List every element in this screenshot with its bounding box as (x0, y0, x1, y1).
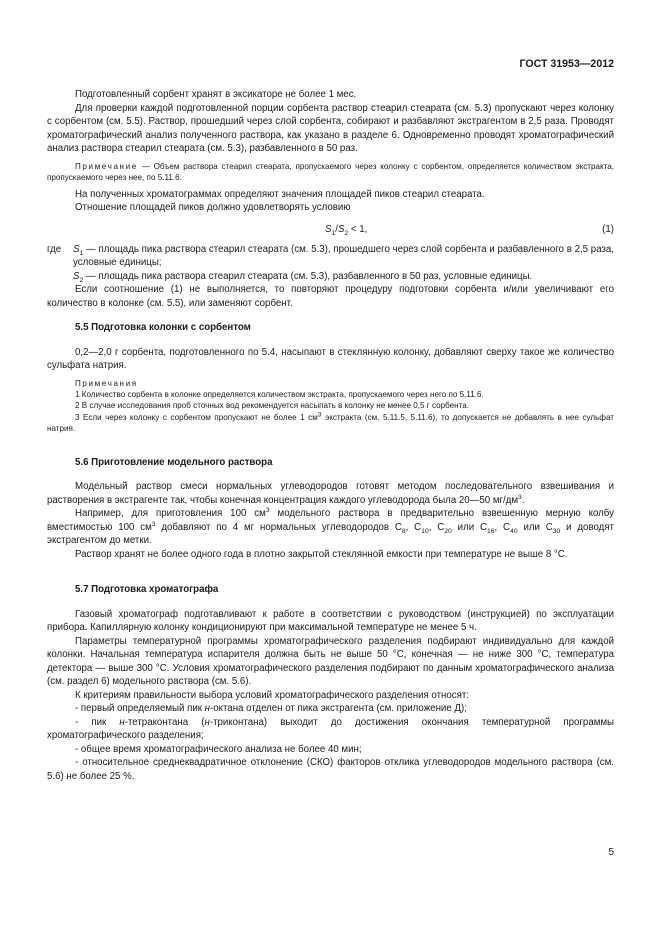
paragraph: Отношение площадей пиков должно удовлетворять условию (75, 202, 351, 214)
paragraph: Если соотношение (1) не выполняется, то повторяют процедуру подготовки сорбента и/или увеличивают его количество в колонке (см. 5.5), или заменяют сорбент. (47, 284, 614, 309)
italic-text: н (119, 716, 125, 728)
italic-text: н (204, 716, 210, 728)
page-number: 5 (608, 847, 614, 858)
paragraph: 0,2—2,0 г сорбента, подготовленного по 5.4, насыпают в стеклянную колонку, добавляют сверху такое же количество сульфата натрия. (47, 346, 614, 372)
subscript: 20 (444, 527, 452, 535)
text: и доводят экстрагентом до метки. (47, 521, 614, 547)
note-text: экстракта (см. 5.11.5, 5.11.6), то допускается не добавлять в нее сульфат натрия. (47, 412, 614, 433)
formula-var: S (325, 223, 332, 235)
paragraph: Раствор хранят не более одного года в плотно закрытой стеклянной емкости при температуре не выше 8 °С. (75, 548, 568, 560)
paragraph (47, 507, 614, 548)
where-s1-text: — площадь пика раствора стеарил стеарата (см. 5.3), прошедшего через слой сорбента и разбавленного в 2,5 раза, условные единицы; (73, 243, 614, 269)
note (47, 161, 614, 183)
var-sub: 2 (79, 276, 84, 284)
subscript: 16 (486, 527, 495, 535)
paragraph: Газовый хроматограф подготавливают к работе в соответствии с руководством (инструкцией) по эксплуатации прибора. Капиллярную колонку кондиционируют при максимальной температуре не менее 5 ч. (47, 608, 614, 634)
formula-expression (325, 223, 367, 237)
notes-title: Примечания (75, 378, 138, 388)
paragraph: Подготовленный сорбент хранят в эксикаторе не более 1 мес. (75, 89, 357, 100)
text: - первый определяемый пик (75, 703, 205, 715)
paragraph: Для проверки каждой подготовленной порции сорбента раствор стеарил стеарата (см. 5.3) пропускают через колонку с сорбентом (см. 5.5). Раствор, прошедший через слой сорбента, собирают и разбавляют экстрагентом в 2,5 раза. Проводят хроматографический анализ полученного раствора, как указано в разделе 6. Одновременно проводят хроматографический анализ раствора стеарил стеарата (см. 5.3), разбавленного в 50 раз. (47, 102, 614, 154)
section-heading: 5.7 Подготовка хроматографа (75, 584, 219, 596)
note-item: 1 Количество сорбента в колонке определяется количеством экстракта, пропускаемого через него по 5.11.6. (75, 390, 484, 400)
formula-slash: / (335, 223, 338, 235)
formula-sub: 1 (331, 229, 336, 237)
text: - пик (75, 716, 120, 728)
formula-sub: 2 (344, 229, 349, 237)
formula-number: (1) (602, 223, 614, 235)
text: , C (428, 521, 445, 533)
text: модельного раствора в предварительно взвешенную мерную колбу вместимостью 100 см (47, 508, 614, 533)
paragraph: К критериям правильности выбора условий хроматографического разделения относят: (75, 689, 469, 701)
note-item: 2 В случае исследования проб сточных вод рекомендуется насыпать в колонку не менее 0,5 г сорбента. (75, 401, 469, 411)
note-title: Примечание (75, 161, 138, 171)
list-item: - относительное среднеквадратичное отклонение (СКО) факторов отклика углеводородов модельного раствора (см. 5.6) не более 25 %. (47, 757, 614, 782)
note-text: — Объем раствора стеарил стеарата, пропускаемого через колонку с сорбентом, определяется количеством экстракта, пропускаемого через нее, по 5.11.6. (47, 161, 614, 182)
text: , C (405, 521, 422, 533)
note-text: 3 Если через колонку с сорбентом пропускают не более 1 см (75, 412, 318, 422)
text: -триконтана) выходит до достижения окончания температурной программы хроматографического разделения; (47, 716, 614, 742)
paragraph: На полученных хроматограммах определяют значения площадей пиков стеарил стеарата. (75, 188, 485, 200)
superscript: 3 (317, 410, 322, 418)
section-heading: 5.5 Подготовка колонки с сорбентом (75, 322, 251, 334)
standard-number: ГОСТ 31953—2012 (519, 58, 614, 70)
subscript: 8 (401, 527, 406, 535)
subscript: 10 (421, 527, 429, 535)
where-s2-text: — площадь пика раствора стеарил стеарата (см. 5.3), разбавленного в 50 раз, условные единицы. (83, 270, 533, 282)
where-s2 (47, 270, 614, 284)
text: добавляют по 4 мг нормальных углеводородов C (155, 521, 402, 533)
list-item (47, 716, 614, 743)
page-content (47, 88, 614, 783)
var-sub: 1 (79, 249, 84, 257)
paragraph: Параметры температурной программы хроматографического разделения подбирают индивидуально для каждой колонки. Начальная температура испарителя должна быть не выше 50 °С, конечная — не ниже 300 °С, температура детектора — выше 300 °С. Условия хроматографического разделения подбирают по данным хроматографического анализа (см. раздел 6) модельного раствора (см. 5.6). (47, 635, 614, 688)
section-heading: 5.6 Приготовление модельного раствора (75, 456, 273, 468)
text: Например, для приготовления 100 см (75, 508, 266, 520)
where-block (47, 243, 614, 270)
text: или C (451, 521, 487, 533)
where-label: где (47, 243, 62, 255)
superscript: 3 (518, 493, 522, 501)
list-item (47, 702, 614, 716)
italic-text: н (204, 703, 211, 715)
where-s1 (73, 243, 614, 270)
paragraph (47, 480, 614, 507)
var-s: S (73, 243, 80, 255)
text: , C (494, 521, 511, 533)
text: -тетраконтана ( (124, 716, 205, 728)
text: -октана отделен от пика экстрагента (см. приложение Д); (210, 703, 467, 715)
subscript: 40 (510, 527, 518, 535)
superscript: 3 (265, 507, 270, 515)
subscript: 30 (552, 527, 561, 535)
formula-rest: < 1, (348, 223, 368, 235)
list-item: - общее время хроматографического анализа не более 40 мин; (75, 743, 362, 755)
formula-1 (47, 215, 614, 243)
text: . (521, 494, 525, 506)
var-s: S (73, 270, 80, 282)
note-item (47, 412, 614, 434)
superscript: 3 (151, 520, 156, 528)
text: или C (517, 521, 553, 533)
text: Модельный раствор смеси нормальных углеводородов готовят методом последовательного взвешивания и растворения в экстрагенте так, чтобы конечная концентрация каждого углеводорода была 20—50 мг/дм (47, 481, 614, 506)
formula-var: S (337, 223, 345, 235)
